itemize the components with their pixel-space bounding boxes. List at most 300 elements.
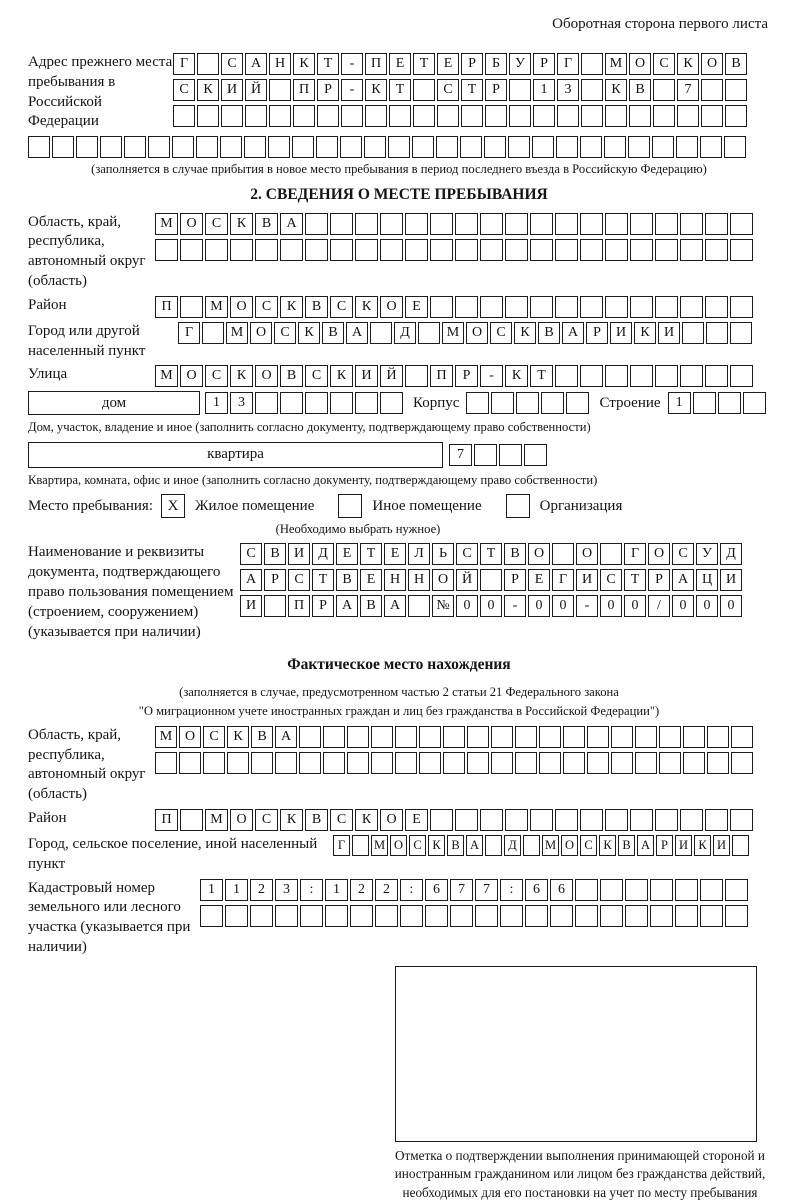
char-cell: Д <box>312 543 334 565</box>
document-row-3 <box>240 595 742 617</box>
char-cell: С <box>255 809 278 831</box>
char-cell <box>255 239 278 261</box>
char-cell: 0 <box>672 595 694 617</box>
char-cell <box>330 239 353 261</box>
char-cell: С <box>672 543 694 565</box>
char-cell: В <box>264 543 286 565</box>
stay-type-row <box>28 494 770 518</box>
char-cell <box>491 752 513 774</box>
s2-house-row <box>28 391 770 415</box>
s2-district-cells <box>155 296 753 318</box>
stay-checkbox-organization <box>506 494 530 518</box>
char-cell: Н <box>408 569 430 591</box>
char-cell: М <box>205 296 228 318</box>
char-cell: М <box>205 809 228 831</box>
s3-city-row <box>28 835 770 875</box>
char-cell <box>655 296 678 318</box>
char-cell: - <box>341 53 363 75</box>
char-cell <box>405 365 428 387</box>
char-cell <box>220 136 242 158</box>
char-cell <box>650 879 673 901</box>
char-cell <box>515 726 537 748</box>
char-cell: С <box>305 365 328 387</box>
char-cell <box>580 296 603 318</box>
char-cell <box>205 239 228 261</box>
s2-region-row-1 <box>155 213 753 235</box>
char-cell <box>524 444 547 466</box>
char-cell <box>581 79 603 101</box>
s2-region-rows <box>155 213 753 261</box>
char-cell <box>555 365 578 387</box>
char-cell: Й <box>245 79 267 101</box>
char-cell <box>269 79 291 101</box>
char-cell: Й <box>456 569 478 591</box>
char-cell: 6 <box>550 879 573 901</box>
char-cell: К <box>197 79 219 101</box>
char-cell <box>413 79 435 101</box>
stay-checkbox-other <box>338 494 362 518</box>
char-cell <box>450 905 473 927</box>
char-cell: К <box>505 365 528 387</box>
char-cell: О <box>179 726 201 748</box>
s3-district-row <box>28 809 770 831</box>
char-cell <box>480 239 503 261</box>
char-cell <box>389 105 411 127</box>
char-cell <box>455 296 478 318</box>
char-cell <box>412 136 434 158</box>
char-cell: К <box>428 835 445 856</box>
char-cell: В <box>629 79 651 101</box>
confirmation-caption: Отметка о подтверждении выполнения принимающей стороной и иностранным гражданином или лицом без гражданства действий, необходимых для его постановки на учет по месту пребывания <box>394 1147 766 1200</box>
char-cell: 0 <box>696 595 718 617</box>
char-cell: А <box>637 835 654 856</box>
char-cell: Т <box>360 543 382 565</box>
char-cell <box>730 322 752 344</box>
char-cell <box>707 752 729 774</box>
char-cell: О <box>380 809 403 831</box>
char-cell: К <box>355 296 378 318</box>
char-cell <box>380 239 403 261</box>
char-cell <box>701 105 723 127</box>
char-cell: С <box>205 365 228 387</box>
char-cell: Е <box>389 53 411 75</box>
char-cell <box>461 105 483 127</box>
char-cell <box>555 809 578 831</box>
char-cell: К <box>355 809 378 831</box>
char-cell: О <box>561 835 578 856</box>
char-cell <box>179 752 201 774</box>
char-cell <box>371 726 393 748</box>
char-cell: С <box>580 835 597 856</box>
char-cell: Е <box>405 809 428 831</box>
char-cell <box>203 752 225 774</box>
char-cell: - <box>341 79 363 101</box>
char-cell <box>580 136 602 158</box>
char-cell: А <box>346 322 368 344</box>
char-cell <box>180 296 203 318</box>
char-cell <box>505 239 528 261</box>
char-cell <box>683 726 705 748</box>
char-cell: 0 <box>456 595 478 617</box>
char-cell <box>350 905 373 927</box>
char-cell <box>341 105 363 127</box>
char-cell: С <box>274 322 296 344</box>
char-cell: В <box>504 543 526 565</box>
stay-note: (Необходимо выбрать нужное) <box>275 522 441 537</box>
char-cell: - <box>576 595 598 617</box>
s3-cadastre-block <box>28 879 770 958</box>
char-cell <box>530 213 553 235</box>
char-cell: И <box>675 835 692 856</box>
char-cell: К <box>280 296 303 318</box>
char-cell <box>653 105 675 127</box>
char-cell <box>480 569 502 591</box>
s3-region-rows <box>155 726 753 774</box>
char-cell: Е <box>405 296 428 318</box>
section3-note-line2: "О миграционном учете иностранных граждан и лиц без гражданства в Российской Федерации") <box>138 703 660 718</box>
char-cell: О <box>250 322 272 344</box>
char-cell <box>539 752 561 774</box>
char-cell <box>418 322 440 344</box>
char-cell: И <box>658 322 680 344</box>
char-cell: О <box>180 365 203 387</box>
char-cell <box>227 752 249 774</box>
char-cell <box>172 136 194 158</box>
char-cell <box>364 136 386 158</box>
char-cell: А <box>384 595 406 617</box>
char-cell <box>419 726 441 748</box>
char-cell <box>635 726 657 748</box>
s3-region-row-1 <box>155 726 753 748</box>
char-cell <box>380 392 403 414</box>
char-cell <box>352 835 369 856</box>
confirmation-stamp-box <box>395 966 757 1142</box>
char-cell: 0 <box>480 595 502 617</box>
char-cell <box>347 726 369 748</box>
apartment-field-box: квартира <box>28 442 443 468</box>
char-cell <box>725 905 748 927</box>
house-field-box: дом <box>28 391 200 415</box>
cadastre-row-2 <box>200 905 748 927</box>
char-cell <box>605 296 628 318</box>
char-cell <box>299 752 321 774</box>
char-cell <box>365 105 387 127</box>
char-cell <box>625 879 648 901</box>
char-cell: М <box>371 835 388 856</box>
char-cell: Р <box>648 569 670 591</box>
char-cell: / <box>648 595 670 617</box>
char-cell: Т <box>530 365 553 387</box>
char-cell <box>292 136 314 158</box>
char-cell <box>600 543 622 565</box>
char-cell <box>455 239 478 261</box>
char-cell: К <box>365 79 387 101</box>
char-cell <box>611 726 633 748</box>
char-cell: О <box>180 213 203 235</box>
char-cell: С <box>490 322 512 344</box>
char-cell <box>724 136 746 158</box>
char-cell <box>225 905 248 927</box>
char-cell <box>370 322 392 344</box>
char-cell: К <box>230 365 253 387</box>
char-cell: О <box>528 543 550 565</box>
char-cell: В <box>305 296 328 318</box>
char-cell: 3 <box>275 879 298 901</box>
char-cell <box>269 105 291 127</box>
char-cell: И <box>240 595 262 617</box>
stroenie-label: Строение <box>599 394 661 411</box>
prev-address-row-3 <box>173 105 747 127</box>
char-cell: С <box>221 53 243 75</box>
char-cell: 1 <box>325 879 348 901</box>
char-cell <box>197 105 219 127</box>
char-cell: О <box>466 322 488 344</box>
char-cell <box>555 239 578 261</box>
char-cell: 2 <box>250 879 273 901</box>
char-cell <box>485 835 502 856</box>
char-cell <box>405 213 428 235</box>
char-cell <box>705 213 728 235</box>
char-cell <box>467 752 489 774</box>
char-cell <box>380 213 403 235</box>
char-cell <box>455 809 478 831</box>
char-cell: Р <box>533 53 555 75</box>
char-cell <box>245 105 267 127</box>
char-cell <box>317 105 339 127</box>
s3-region-row-2 <box>155 752 753 774</box>
char-cell <box>605 213 628 235</box>
char-cell: И <box>576 569 598 591</box>
char-cell <box>255 392 278 414</box>
section3-note-line1: (заполняется в случае, предусмотренном частью 2 статьи 21 Федерального закона <box>179 685 619 700</box>
char-cell <box>180 809 203 831</box>
prev-address-block <box>28 53 770 132</box>
char-cell: О <box>390 835 407 856</box>
char-cell: О <box>648 543 670 565</box>
char-cell <box>124 136 146 158</box>
char-cell <box>244 136 266 158</box>
document-row-1 <box>240 543 742 565</box>
char-cell: С <box>203 726 225 748</box>
char-cell <box>475 905 498 927</box>
cadastre-row-1 <box>200 879 748 901</box>
char-cell <box>630 213 653 235</box>
char-cell: В <box>538 322 560 344</box>
char-cell: Н <box>269 53 291 75</box>
char-cell: 1 <box>200 879 223 901</box>
char-cell: Т <box>461 79 483 101</box>
char-cell: А <box>562 322 584 344</box>
char-cell <box>155 752 177 774</box>
char-cell <box>605 809 628 831</box>
char-cell: 7 <box>475 879 498 901</box>
char-cell <box>340 136 362 158</box>
char-cell: Т <box>413 53 435 75</box>
char-cell <box>480 296 503 318</box>
char-cell <box>705 809 728 831</box>
char-cell: М <box>542 835 559 856</box>
char-cell <box>300 905 323 927</box>
char-cell: Д <box>504 835 521 856</box>
char-cell <box>355 213 378 235</box>
prev-address-label: Адрес прежнего места пребывания в Российской Федерации <box>28 54 173 130</box>
char-cell <box>677 105 699 127</box>
char-cell <box>635 752 657 774</box>
s3-region-block <box>28 726 770 805</box>
char-cell <box>100 136 122 158</box>
char-cell: О <box>701 53 723 75</box>
char-cell <box>525 905 548 927</box>
char-cell <box>355 392 378 414</box>
char-cell <box>705 239 728 261</box>
char-cell <box>480 213 503 235</box>
char-cell: К <box>298 322 320 344</box>
char-cell <box>330 213 353 235</box>
char-cell: Г <box>552 569 574 591</box>
char-cell: О <box>380 296 403 318</box>
s2-district-row <box>28 296 770 318</box>
s2-document-label: Наименование и реквизиты документа, подтверждающего право пользования помещением (строением, сооружением) (указывается при наличии) <box>28 544 234 640</box>
prev-address-row-1 <box>173 53 747 75</box>
char-cell: А <box>275 726 297 748</box>
char-cell <box>725 879 748 901</box>
char-cell: С <box>437 79 459 101</box>
char-cell <box>659 752 681 774</box>
char-cell: Т <box>312 569 334 591</box>
char-cell: 7 <box>450 879 473 901</box>
char-cell <box>683 752 705 774</box>
char-cell <box>148 136 170 158</box>
char-cell <box>675 879 698 901</box>
char-cell: К <box>330 365 353 387</box>
char-cell <box>655 213 678 235</box>
char-cell <box>555 296 578 318</box>
char-cell: Е <box>528 569 550 591</box>
char-cell: Б <box>485 53 507 75</box>
char-cell <box>155 239 178 261</box>
char-cell <box>653 79 675 101</box>
char-cell <box>675 905 698 927</box>
char-cell <box>430 809 453 831</box>
char-cell <box>725 79 747 101</box>
char-cell <box>659 726 681 748</box>
char-cell: 1 <box>668 392 691 414</box>
char-cell <box>693 392 716 414</box>
char-cell <box>587 752 609 774</box>
char-cell: Й <box>380 365 403 387</box>
char-cell: Т <box>624 569 646 591</box>
prev-address-row-4 <box>28 136 770 158</box>
char-cell: 0 <box>600 595 622 617</box>
char-cell: С <box>205 213 228 235</box>
char-cell <box>731 726 753 748</box>
char-cell <box>743 392 766 414</box>
s3-cadastre-rows <box>200 879 748 927</box>
char-cell <box>485 105 507 127</box>
char-cell <box>700 905 723 927</box>
char-cell: А <box>245 53 267 75</box>
char-cell: О <box>432 569 454 591</box>
char-cell: Д <box>394 322 416 344</box>
char-cell: Ь <box>432 543 454 565</box>
char-cell <box>630 809 653 831</box>
s2-street-label: Улица <box>28 366 68 383</box>
char-cell: 2 <box>350 879 373 901</box>
s2-city-label: Город или другой населенный пункт <box>28 322 146 359</box>
char-cell: П <box>155 296 178 318</box>
char-cell: 0 <box>552 595 574 617</box>
char-cell: М <box>155 726 177 748</box>
char-cell: Т <box>480 543 502 565</box>
char-cell <box>299 726 321 748</box>
char-cell: : <box>400 879 423 901</box>
char-cell: П <box>293 79 315 101</box>
char-cell <box>556 136 578 158</box>
s2-street-cells <box>155 365 753 387</box>
char-cell <box>355 239 378 261</box>
char-cell: Т <box>317 53 339 75</box>
char-cell: М <box>226 322 248 344</box>
char-cell: К <box>514 322 536 344</box>
char-cell: Р <box>461 53 483 75</box>
char-cell: И <box>610 322 632 344</box>
section3-title: Фактическое место нахождения <box>287 656 511 674</box>
char-cell <box>530 296 553 318</box>
char-cell <box>180 239 203 261</box>
char-cell <box>581 53 603 75</box>
char-cell <box>436 136 458 158</box>
char-cell: В <box>322 322 344 344</box>
char-cell: Р <box>317 79 339 101</box>
char-cell <box>605 105 627 127</box>
char-cell <box>700 136 722 158</box>
char-cell <box>541 392 564 414</box>
char-cell <box>580 213 603 235</box>
char-cell <box>375 905 398 927</box>
char-cell <box>530 239 553 261</box>
char-cell: К <box>293 53 315 75</box>
char-cell <box>655 239 678 261</box>
char-cell <box>413 105 435 127</box>
char-cell <box>705 296 728 318</box>
char-cell <box>732 835 749 856</box>
char-cell: И <box>720 569 742 591</box>
char-cell: В <box>336 569 358 591</box>
char-cell: М <box>605 53 627 75</box>
char-cell: И <box>713 835 730 856</box>
char-cell: С <box>330 809 353 831</box>
char-cell: 6 <box>525 879 548 901</box>
char-cell <box>676 136 698 158</box>
char-cell <box>280 239 303 261</box>
char-cell <box>395 752 417 774</box>
char-cell <box>539 726 561 748</box>
char-cell <box>628 136 650 158</box>
char-cell <box>700 879 723 901</box>
char-cell <box>515 752 537 774</box>
char-cell <box>630 296 653 318</box>
char-cell <box>251 752 273 774</box>
s2-apartment-row <box>28 442 770 468</box>
stay-option-residential: Жилое помещение <box>195 497 315 514</box>
char-cell <box>552 543 574 565</box>
char-cell: 6 <box>425 879 448 901</box>
char-cell <box>474 444 497 466</box>
char-cell: Г <box>178 322 200 344</box>
char-cell <box>580 239 603 261</box>
page-side-note: Оборотная сторона первого листа <box>552 16 768 32</box>
char-cell: Г <box>333 835 350 856</box>
